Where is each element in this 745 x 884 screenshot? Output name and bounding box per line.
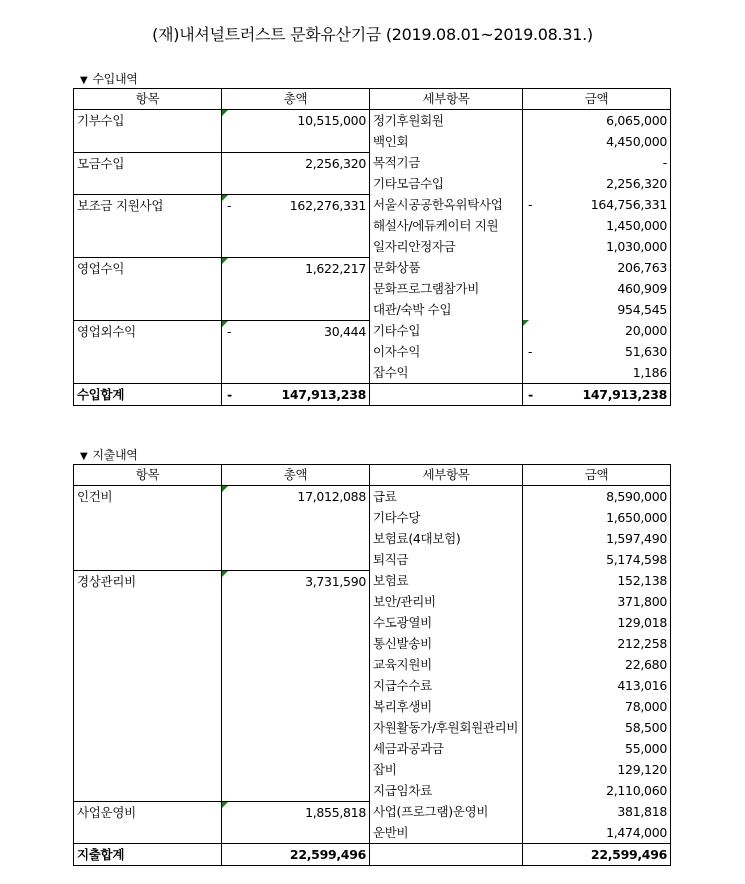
- detail-item-cell: 일자리안정자금: [370, 236, 523, 257]
- detail-item-cell: 해설사/에듀케이터 지원: [370, 215, 523, 236]
- detail-item-cell: 자원활동가/후원회원관리비: [370, 717, 523, 738]
- detail-amount-cell: 413,016: [523, 675, 671, 696]
- detail-amount-cell: 2,256,320: [523, 173, 671, 194]
- detail-item-cell: 지급임차료: [370, 780, 523, 801]
- income-section-label: ▼ 수입내역: [80, 72, 138, 86]
- detail-item-cell: 잡비: [370, 759, 523, 780]
- triangle-down-icon: ▼: [80, 75, 88, 86]
- page-title: (재)내셔널트러스트 문화유산기금 (2019.08.01~2019.08.31.): [152, 25, 593, 44]
- header-detail: 세부항목: [370, 89, 523, 110]
- detail-item-cell: 보험료(4대보험): [370, 528, 523, 549]
- detail-amount-cell: 371,800: [523, 591, 671, 612]
- detail-amount-cell: 1,186: [523, 362, 671, 384]
- table-row: [74, 152, 671, 173]
- detail-amount-cell: 206,763: [523, 257, 671, 278]
- detail-item-cell: 대관/숙박 수입: [370, 299, 523, 320]
- table-row: [74, 570, 671, 591]
- detail-item-cell: 이자수익: [370, 341, 523, 362]
- detail-item-cell: 기타수당: [370, 507, 523, 528]
- detail-amount-cell: 8,590,000: [523, 486, 671, 508]
- detail-item-cell: 정기후원회원: [370, 110, 523, 132]
- cell-dash-marker: -: [528, 344, 533, 359]
- total-empty-cell: [370, 384, 523, 406]
- detail-amount-cell: 954,545: [523, 299, 671, 320]
- detail-item-cell: 급료: [370, 486, 523, 508]
- total-row: [74, 844, 671, 866]
- detail-amount-cell: 51,630 -: [523, 341, 671, 362]
- group-total-cell: 162,276,331 -: [222, 194, 370, 257]
- category-cell: 영업수익: [74, 257, 222, 320]
- detail-amount-cell: 212,258: [523, 633, 671, 654]
- detail-amount-cell: 1,030,000: [523, 236, 671, 257]
- header-amount: 금액: [523, 89, 671, 110]
- income-table: [73, 88, 671, 406]
- group-total-cell: 30,444 -: [222, 320, 370, 384]
- detail-amount-cell: 129,018: [523, 612, 671, 633]
- category-cell: 인건비: [74, 486, 222, 571]
- detail-amount-cell: 1,597,490: [523, 528, 671, 549]
- group-total-cell: 17,012,088: [222, 486, 370, 571]
- detail-item-cell: 퇴직금: [370, 549, 523, 570]
- detail-amount-cell: 78,000: [523, 696, 671, 717]
- group-total-cell: 1,855,818: [222, 801, 370, 844]
- detail-amount-cell: 1,650,000: [523, 507, 671, 528]
- detail-amount-cell: 164,756,331 -: [523, 194, 671, 215]
- table-row: [74, 801, 671, 822]
- expense-table: [73, 464, 671, 866]
- detail-item-cell: 수도광열비: [370, 612, 523, 633]
- detail-item-cell: 사업(프로그램)운영비: [370, 801, 523, 822]
- detail-amount-cell: 5,174,598: [523, 549, 671, 570]
- cell-comment-marker: [523, 320, 529, 326]
- detail-amount-cell: 129,120: [523, 759, 671, 780]
- header-total: 총액: [222, 465, 370, 486]
- detail-amount-cell: 4,450,000: [523, 131, 671, 152]
- total-row: [74, 384, 671, 406]
- category-cell: 사업운영비: [74, 801, 222, 844]
- detail-item-cell: 통신발송비: [370, 633, 523, 654]
- header-category: 항목: [74, 89, 222, 110]
- detail-amount-cell: 55,000: [523, 738, 671, 759]
- total-label-cell: 수입합계: [74, 384, 222, 406]
- total-amount-cell: 147,913,238 -: [222, 384, 370, 406]
- detail-amount-cell: 460,909: [523, 278, 671, 299]
- detail-item-cell: 기타모금수입: [370, 173, 523, 194]
- header-detail: 세부항목: [370, 465, 523, 486]
- detail-item-cell: 세금과공과금: [370, 738, 523, 759]
- total-empty-cell: [370, 844, 523, 866]
- detail-item-cell: 지급수수료: [370, 675, 523, 696]
- detail-item-cell: 교육지원비: [370, 654, 523, 675]
- triangle-down-icon: ▼: [80, 451, 88, 462]
- detail-item-cell: 운반비: [370, 822, 523, 844]
- header-category: 항목: [74, 465, 222, 486]
- category-cell: 경상관리비: [74, 570, 222, 801]
- group-total-cell: 1,622,217: [222, 257, 370, 320]
- cell-comment-marker: [222, 110, 228, 116]
- detail-amount-cell: 2,110,060: [523, 780, 671, 801]
- category-cell: 보조금 지원사업: [74, 194, 222, 257]
- table-row: [74, 257, 671, 278]
- group-total-cell: 2,256,320: [222, 152, 370, 194]
- cell-comment-marker: [222, 486, 228, 492]
- expense-section-label: ▼ 지출내역: [80, 448, 138, 462]
- cell-dash-marker: -: [528, 387, 533, 402]
- cell-dash-marker: -: [227, 197, 232, 213]
- detail-item-cell: 보험료: [370, 570, 523, 591]
- table-row: [74, 194, 671, 215]
- table-row: [74, 486, 671, 508]
- cell-dash-marker: -: [227, 323, 232, 339]
- cell-comment-marker: [222, 258, 228, 264]
- detail-amount-cell: 58,500: [523, 717, 671, 738]
- total-detail-cell: 147,913,238 -: [523, 384, 671, 406]
- header-total: 총액: [222, 89, 370, 110]
- cell-comment-marker: [222, 802, 228, 808]
- detail-amount-cell: 22,680: [523, 654, 671, 675]
- detail-amount-cell: -: [523, 152, 671, 173]
- detail-item-cell: 문화프로그램참가비: [370, 278, 523, 299]
- header-amount: 금액: [523, 465, 671, 486]
- detail-item-cell: 복리후생비: [370, 696, 523, 717]
- detail-amount-cell: 6,065,000: [523, 110, 671, 132]
- detail-amount-cell: 20,000: [523, 320, 671, 341]
- detail-item-cell: 잡수익: [370, 362, 523, 384]
- table-row: [74, 320, 671, 341]
- cell-dash-marker: -: [528, 197, 533, 212]
- category-cell: 모금수입: [74, 152, 222, 194]
- detail-amount-cell: 381,818: [523, 801, 671, 822]
- table-row: [74, 110, 671, 132]
- detail-item-cell: 백인회: [370, 131, 523, 152]
- detail-item-cell: 문화상품: [370, 257, 523, 278]
- group-total-cell: 10,515,000: [222, 110, 370, 153]
- detail-amount-cell: 1,474,000: [523, 822, 671, 844]
- cell-comment-marker: [222, 571, 228, 577]
- detail-item-cell: 목적기금: [370, 152, 523, 173]
- detail-amount-cell: 1,450,000: [523, 215, 671, 236]
- detail-item-cell: 보안/관리비: [370, 591, 523, 612]
- group-total-cell: 3,731,590: [222, 570, 370, 801]
- detail-item-cell: 서울시공공한옥위탁사업: [370, 194, 523, 215]
- detail-amount-cell: 152,138: [523, 570, 671, 591]
- total-amount-cell: 22,599,496: [222, 844, 370, 866]
- category-cell: 기부수입: [74, 110, 222, 153]
- total-label-cell: 지출합계: [74, 844, 222, 866]
- category-cell: 영업외수익: [74, 320, 222, 384]
- cell-dash-marker: -: [227, 387, 232, 402]
- total-detail-cell: 22,599,496: [523, 844, 671, 866]
- detail-item-cell: 기타수입: [370, 320, 523, 341]
